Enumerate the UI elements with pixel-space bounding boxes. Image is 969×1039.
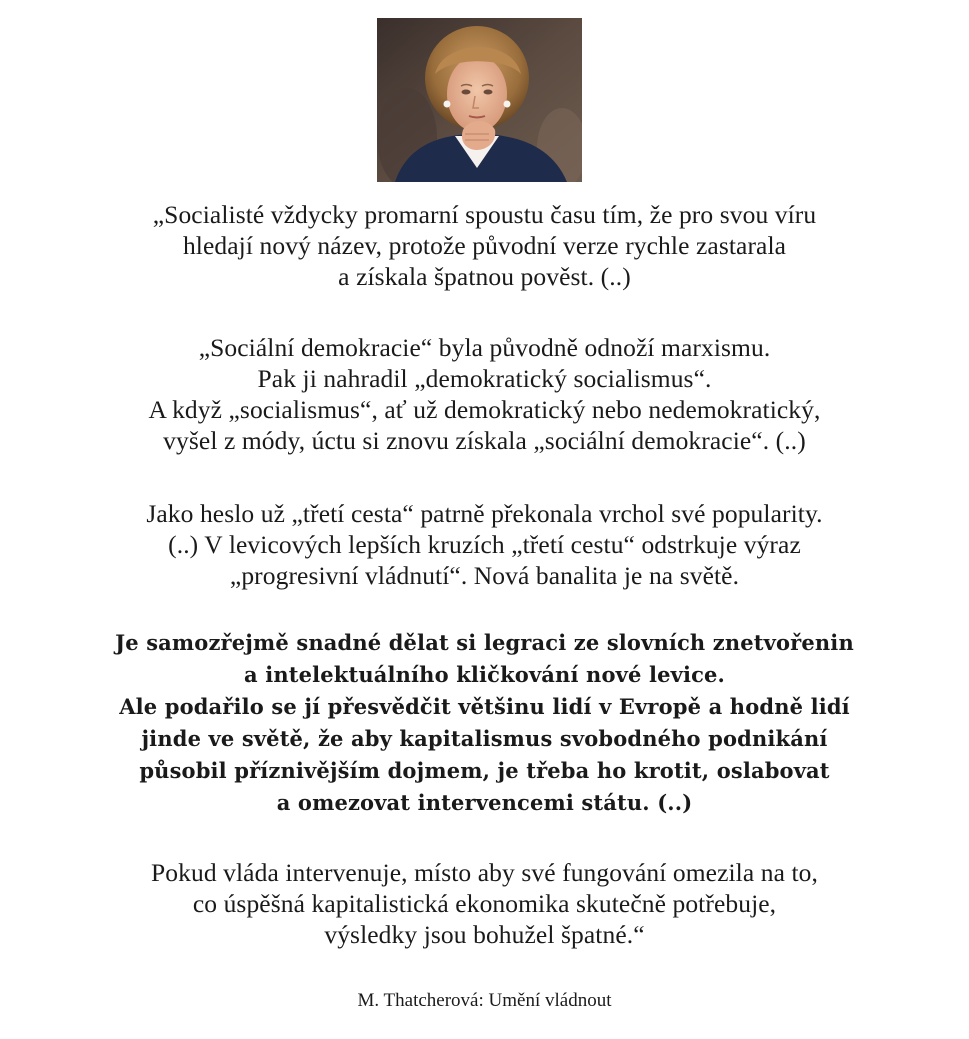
quote-line-bold: působil příznivějším dojmem, je třeba ho krotit, oslabovat [139,758,830,783]
quote-line: vyšel z módy, úctu si znovu získala „sociální demokracie“. (..) [163,426,806,455]
quote-attribution: M. Thatcherová: Umění vládnout [357,990,612,1011]
quote-line: Jako heslo už „třetí cesta“ patrně překonala vrchol své popularity. [146,499,823,528]
quote-line-bold: jinde ve světě, že aby kapitalismus svobodného podnikání [141,726,828,751]
quote-line: (..) V levicových lepších kruzích „třetí cestu“ odstrkuje výraz [168,530,801,559]
quote-line-bold: a omezovat intervencemi státu. (..) [276,790,693,815]
quote-line: hledají nový název, protože původní verze rychle zastarala [182,231,787,260]
quote-paragraph-4-bold [0,627,969,819]
quote-line-bold: Ale podařilo se jí přesvědčit většinu lidí v Evropě a hodně lidí [119,694,850,719]
quote-line: Pak ji nahradil „demokratický socialismus“. [257,364,712,393]
portrait-illustration [377,18,582,182]
quote-line-bold: Je samozřejmě snadné dělat si legraci ze slovních znetvořenin [115,630,854,655]
quote-line: a získala špatnou pověst. (..) [338,262,631,291]
quote-line: Pokud vláda intervenuje, místo aby své fungování omezila na to, [150,858,819,887]
quote-line: „Socialisté vždycky promarní spoustu času tím, že pro svou víru [152,200,817,229]
quote-paragraph-1 [0,199,969,292]
quote-line: co úspěšná kapitalistická ekonomika skutečně potřebuje, [192,889,777,918]
quote-line-bold: a intelektuálního kličkování nové levice. [244,662,725,687]
quote-line: A když „socialismus“, ať už demokratický nebo nedemokratický, [148,395,821,424]
quote-paragraph-3 [0,498,969,591]
quote-paragraph-2 [0,332,969,456]
portrait-photo [377,18,582,182]
quote-paragraph-5 [0,857,969,950]
quote-line: výsledky jsou bohužel špatné.“ [324,920,645,949]
quote-line: „Sociální demokracie“ byla původně odnoží marxismu. [198,333,771,362]
quote-line: „progresivní vládnutí“. Nová banalita je na světě. [229,561,740,590]
